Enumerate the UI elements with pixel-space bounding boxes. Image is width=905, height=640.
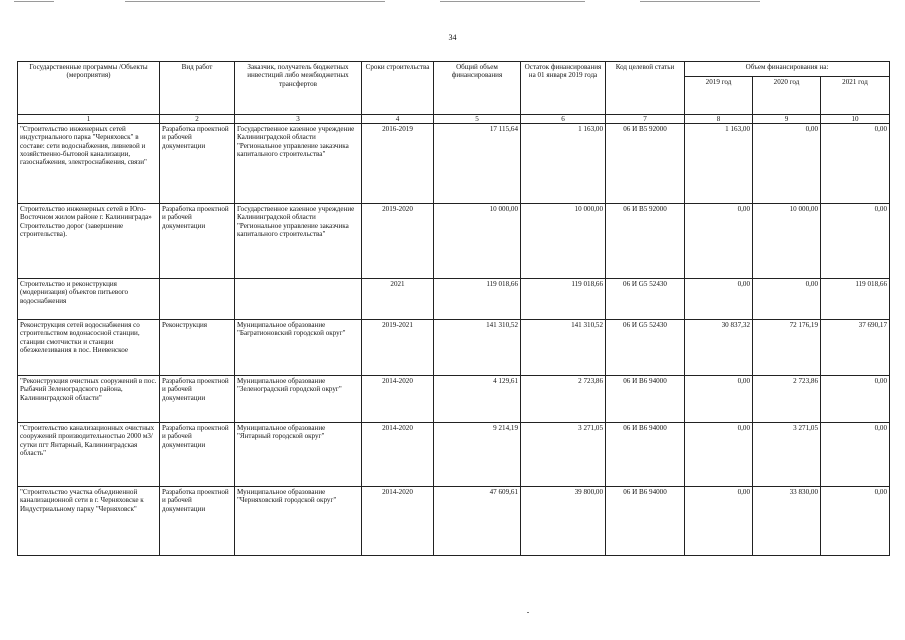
amount-2019: 30 837,32 [685,320,753,376]
work-type: Реконструкция [160,320,235,376]
amount-2020: 0,00 [753,279,821,320]
amount-2021: 0,00 [821,204,890,279]
period: 2016-2019 [362,124,434,204]
remainder-amount: 1 163,00 [521,124,606,204]
work-type: Разработка проектной и рабочей документации [160,376,235,423]
customer: Государственное казенное учреждение Калининградской области "Региональное управление заказчика капитального строительства" [235,124,362,204]
remainder-amount: 3 271,05 [521,423,606,487]
header-programs: Государственные программы /Объекты (мероприятия) [18,62,160,115]
customer: Муниципальное образование "Янтарный городской округ" [235,423,362,487]
table-row [18,487,890,556]
object-name: Строительство инженерных сетей в Юго-Восточном жилом районе г. Калининграда» Строительство дорог (завершение строительства). [18,204,160,279]
header-total: Общий объем финансирования [434,62,521,115]
scan-speck [527,612,529,613]
object-name: "Строительство канализационных очистных сооружений производительностью 2000 м3/сутки пгт Янтарный, Калининградская область" [18,423,160,487]
amount-2020: 10 000,00 [753,204,821,279]
total-amount: 47 609,61 [434,487,521,556]
amount-2021: 0,00 [821,124,890,204]
object-name: "Реконструкция очистных сооружений в пос. Рыбачий Зеленоградского района, Калининградской области" [18,376,160,423]
amount-2021: 37 690,17 [821,320,890,376]
amount-2020: 33 830,00 [753,487,821,556]
period: 2019-2020 [362,204,434,279]
target-code: 06 И G5 52430 [606,279,685,320]
header-2020: 2020 год [753,77,821,115]
object-name: "Строительство инженерных сетей индустриального парка "Черняховск" в составе: сети водоснабжения, ливневой и хозяйственно-бытовой канализации, газоснабжения, электроснабжения, связи" [18,124,160,204]
amount-2021: 0,00 [821,376,890,423]
work-type [160,279,235,320]
amount-2019: 0,00 [685,279,753,320]
total-amount: 10 000,00 [434,204,521,279]
target-code: 06 И В5 92000 [606,204,685,279]
header-work-type: Вид работ [160,62,235,115]
column-number-row [18,115,890,124]
amount-2021: 119 018,66 [821,279,890,320]
header-period: Сроки строительства [362,62,434,115]
period: 2014-2020 [362,487,434,556]
target-code: 06 И В5 92000 [606,124,685,204]
amount-2020: 0,00 [753,124,821,204]
column-number: 1 [18,115,160,124]
target-code: 06 И В6 94000 [606,487,685,556]
table-row [18,320,890,376]
amount-2020: 72 176,19 [753,320,821,376]
scan-artifact-top [0,0,905,4]
target-code: 06 И В6 94000 [606,423,685,487]
target-code: 06 И G5 52430 [606,320,685,376]
amount-2019: 0,00 [685,376,753,423]
column-number: 6 [521,115,606,124]
work-type: Разработка проектной и рабочей документации [160,204,235,279]
total-amount: 17 115,64 [434,124,521,204]
customer [235,279,362,320]
column-number: 7 [606,115,685,124]
column-number: 4 [362,115,434,124]
object-name: Реконструкция сетей водоснабжения со строительством водонасосной станции, станции смотчистки и станции обезжелезивания в пос. Ниевенское [18,320,160,376]
remainder-amount: 2 723,86 [521,376,606,423]
total-amount: 9 214,19 [434,423,521,487]
table-row [18,204,890,279]
object-name: "Строительство участка объединенной канализационной сети в г. Черняховске к Индустриальному парку "Черняховск" [18,487,160,556]
amount-2020: 2 723,86 [753,376,821,423]
total-amount: 4 129,61 [434,376,521,423]
period: 2019-2021 [362,320,434,376]
customer: Муниципальное образование "Черняховский городской округ" [235,487,362,556]
customer: Государственное казенное учреждение Калининградской области "Региональное управление заказчика капитального строительства" [235,204,362,279]
table-row [18,279,890,320]
amount-2019: 1 163,00 [685,124,753,204]
page-number: 34 [448,33,457,42]
column-number: 9 [753,115,821,124]
column-number: 8 [685,115,753,124]
header-remainder: Остаток финансирования на 01 января 2019 года [521,62,606,115]
amount-2019: 0,00 [685,487,753,556]
table-row [18,423,890,487]
amount-2019: 0,00 [685,423,753,487]
amount-2021: 0,00 [821,423,890,487]
work-type: Разработка проектной и рабочей документации [160,124,235,204]
investment-table [17,61,890,556]
header-funding-group: Объем финансирования на: [685,62,890,77]
total-amount: 119 018,66 [434,279,521,320]
header-code: Код целевой статьи [606,62,685,115]
header-2019: 2019 год [685,77,753,115]
remainder-amount: 10 000,00 [521,204,606,279]
period: 2014-2020 [362,376,434,423]
amount-2020: 3 271,05 [753,423,821,487]
period: 2021 [362,279,434,320]
total-amount: 141 310,52 [434,320,521,376]
object-name: Строительство и реконструкция (модернизация) объектов питьевого водоснабжения [18,279,160,320]
remainder-amount: 39 800,00 [521,487,606,556]
amount-2019: 0,00 [685,204,753,279]
work-type: Разработка проектной и рабочей документации [160,423,235,487]
header-customer: Заказчик, получатель бюджетных инвестиций либо межбюджетных трансфертов [235,62,362,115]
period: 2014-2020 [362,423,434,487]
remainder-amount: 119 018,66 [521,279,606,320]
column-number: 3 [235,115,362,124]
customer: Муниципальное образование "Багратионовский городской округ" [235,320,362,376]
target-code: 06 И В6 94000 [606,376,685,423]
column-number: 2 [160,115,235,124]
column-number: 10 [821,115,890,124]
header-2021: 2021 год [821,77,890,115]
table-row [18,376,890,423]
table-row [18,124,890,204]
column-number: 5 [434,115,521,124]
amount-2021: 0,00 [821,487,890,556]
remainder-amount: 141 310,52 [521,320,606,376]
work-type: Разработка проектной и рабочей документации [160,487,235,556]
customer: Муниципальное образование "Зеленоградский городской округ" [235,376,362,423]
